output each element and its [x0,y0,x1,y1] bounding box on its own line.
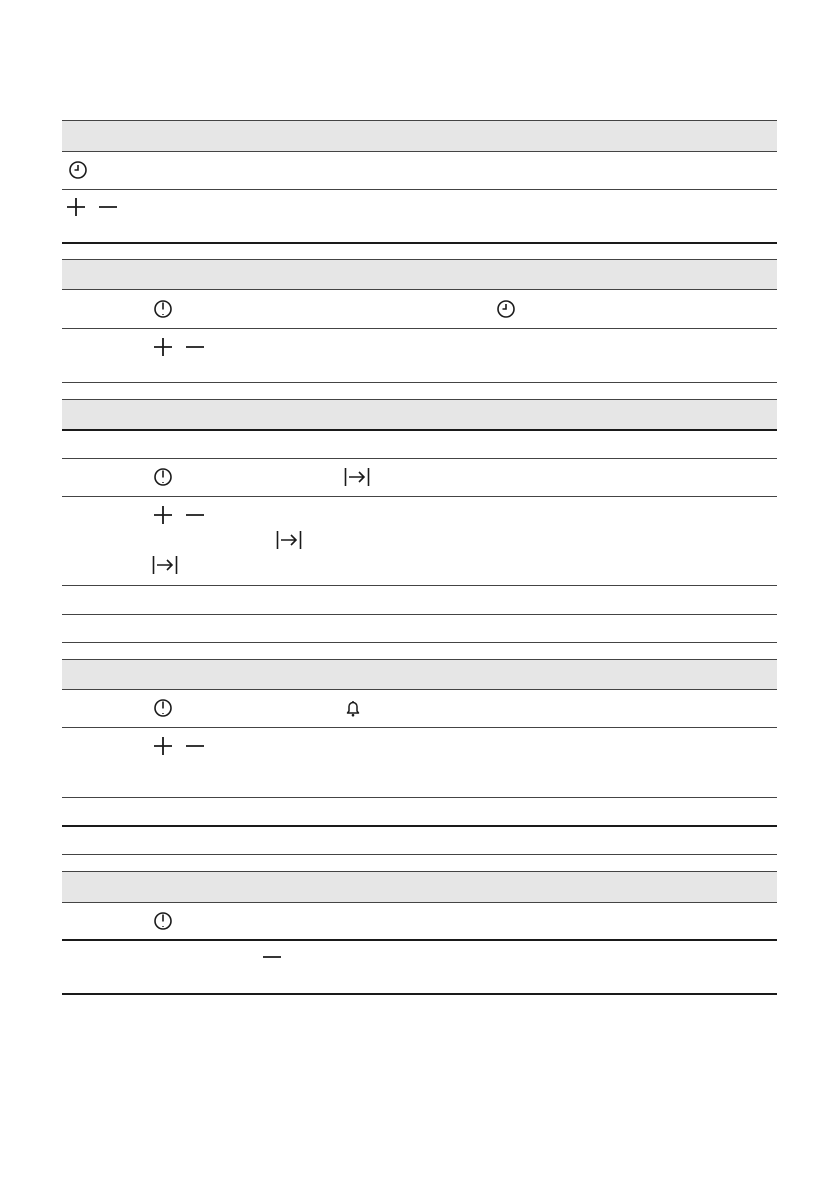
end-time-arrow-icon [152,555,178,575]
minus-icon [262,947,282,967]
divider [62,328,777,329]
divider [62,642,777,643]
minus-icon [185,736,205,756]
minus-icon [185,505,205,525]
plus-icon [153,736,173,756]
power-icon [153,299,173,319]
divider [62,458,777,459]
section-header-alarm [62,660,777,689]
divider [62,797,777,798]
plus-icon [153,337,173,357]
clock-icon [496,299,516,319]
divider [62,902,777,903]
section-header-end-time [62,400,777,429]
section-header-timer [62,260,777,289]
minus-icon [185,337,205,357]
divider [62,825,777,827]
section-end-rule [62,993,777,995]
end-time-arrow-icon [344,467,370,487]
bell-icon [343,698,363,718]
divider [62,614,777,615]
power-icon [153,911,173,931]
divider [62,120,777,121]
plus-icon [66,197,86,217]
plus-icon [153,505,173,525]
clock-icon [68,160,88,180]
section-end-rule [62,242,777,244]
section-header-clock [62,121,777,151]
divider [62,189,777,190]
divider [62,496,777,497]
divider [62,382,777,383]
divider [62,689,777,690]
section-header-off [62,872,777,902]
minus-icon [98,197,118,217]
power-icon [153,467,173,487]
end-time-arrow-icon [276,530,302,550]
divider [62,151,777,152]
divider [62,585,777,586]
divider [62,727,777,728]
divider [62,289,777,290]
divider [62,854,777,855]
power-icon [153,698,173,718]
divider [62,429,777,431]
divider [62,939,777,941]
